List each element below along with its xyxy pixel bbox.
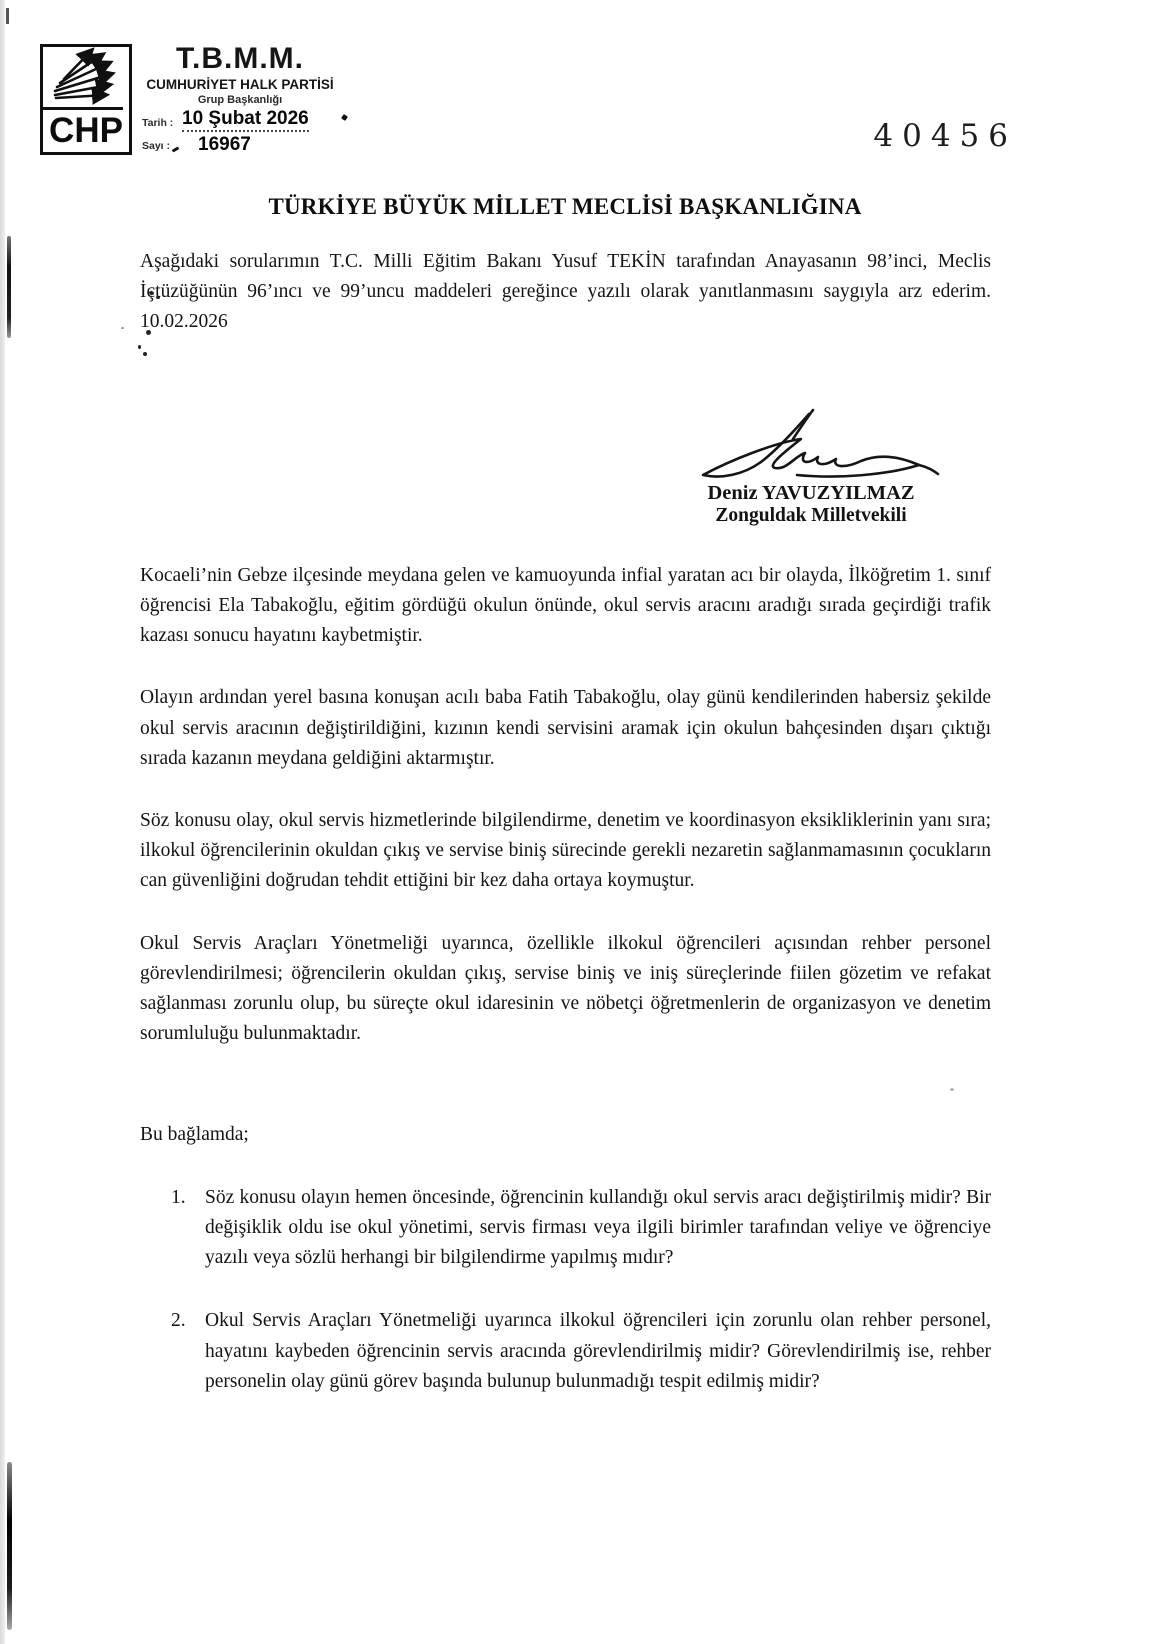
stamp-number-row [142,135,338,155]
scan-edge-artifact-top [7,236,11,338]
signatory-name: Deniz YAVUZYILMAZ [707,481,915,504]
signature-block [661,408,961,527]
questions-lead: Bu bağlamda; [140,1123,249,1145]
stamp-party-name: CUMHURİYET HALK PARTİSİ [146,77,334,92]
body-paragraph-3: Söz konusu olay, okul servis hizmetlerinde bilgilendirme, denetim ve koordinasyon eksikliklerinin yanı sıra; ilkokul öğrencilerinin okuldan çıkış ve servise biniş sürecinde gerekli nezaretin sağlanmamasının çocukların can güvenliğini doğrudan tehdit ettiğini bir kez daha ortaya koymuştur. [140,809,991,892]
body-paragraph-4: Okul Servis Araçları Yönetmeliği uyarınca, özellikle ilkokul öğrencileri açısından rehber personel görevlendirilmesi; öğrencilerin okuldan çıkış, servise biniş ve iniş süreçlerinde fiilen gözetim ve refakat sağlanması zorunlu olup, bu süreçte okul idaresinin ve nöbetçi öğretmenlerin de organizasyon ve denetim sorumluluğu bulunmaktadır. [140,932,991,1045]
body-paragraph-2: Olayın ardından yerel basına konuşan acılı baba Fatih Tabakoğlu, olay günü kendilerinden habersiz şekilde okul servis aracının değiştirildiğini, kızının kendi servisini aramak için okulun bahçesinden dışarı çıktığı sırada kazanın meydana geldiğini aktarmıştır. [140,687,991,769]
stamp-org-title: T.B.M.M. [176,42,304,75]
question-list [140,1183,991,1397]
stamp-date-value: 10 Şubat 2026 [182,109,309,132]
document-body [140,247,991,1397]
body-paragraph-1: Kocaeli’nin Gebze ilçesinde meydana gelen ve kamuoyunda infial yaratan acı bir olayda, İlköğretim 1. sınıf öğrencisi Ela Tabakoğlu, eğitim gördüğü okulun önünde, okul servis aracını aradığı sırada geçirdiği trafik kazası sonucu hayatını kaybetmiştir. [140,564,991,647]
chp-letterhead-stamp [40,44,338,155]
question-text: Söz konusu olayın hemen öncesinde, öğrencinin kullandığı okul servis aracı değiştirilmiş midir? Bir değişiklik oldu ise okul yönetimi, servis firması veya ilgili birimler tarafından veliye ve öğrenciye yazılı veya sözlü herhangi bir bilgilendirme yapılmış mıdır? [205,1186,991,1269]
scan-edge-band [0,0,5,1644]
signatory-role: Zonguldak Milletvekili [715,504,907,526]
registry-number: 40456 [873,118,1017,154]
signature-scribble [681,408,941,486]
stamp-text-block [142,44,338,155]
scan-edge-artifact-bottom [7,1462,12,1630]
stamp-number-value: 16967 [198,133,251,155]
stamp-number-label: Sayı : [142,139,171,152]
question-text: Okul Servis Araçları Yönetmeliği uyarınca ilkokul öğrencileri için zorunlu olan rehber personel, hayatını kaybeden öğrencinin servis aracında görevlendirilmiş midir? Görevlendirilmiş ise, rehber personelin olay günü görev başında bulunup bulunmadığı tespit edilmiş midir? [205,1310,991,1392]
document-title: TÜRKİYE BÜYÜK MİLLET MECLİSİ BAŞKANLIĞINA [268,194,862,219]
question-number: 2. [171,1310,186,1332]
question-number: 1. [171,1186,186,1208]
question-item [140,1306,991,1397]
stamp-ink-artifact [341,114,348,121]
intro-paragraph: Aşağıdaki sorularımın T.C. Milli Eğitim Bakanı Yusuf TEKİN tarafından Anayasanın 98’inci, Meclis İçtüzüğünün 96’ıncı ve 99’uncu maddeleri gereğince yazılı olarak yanıtlanmasını saygıyla arz ederim. 10.02.2026 [140,251,991,333]
chp-six-arrows-icon [43,47,123,110]
chp-logo [40,44,132,155]
stamp-date-row [142,109,338,132]
chp-logo-text: CHP [49,111,123,150]
stamp-unit-name: Grup Başkanlığı [197,94,283,106]
scan-edge-tick [6,8,9,24]
stamp-date-label: Tarih : [142,116,174,129]
question-item [140,1183,991,1274]
scan-speck [121,327,124,329]
